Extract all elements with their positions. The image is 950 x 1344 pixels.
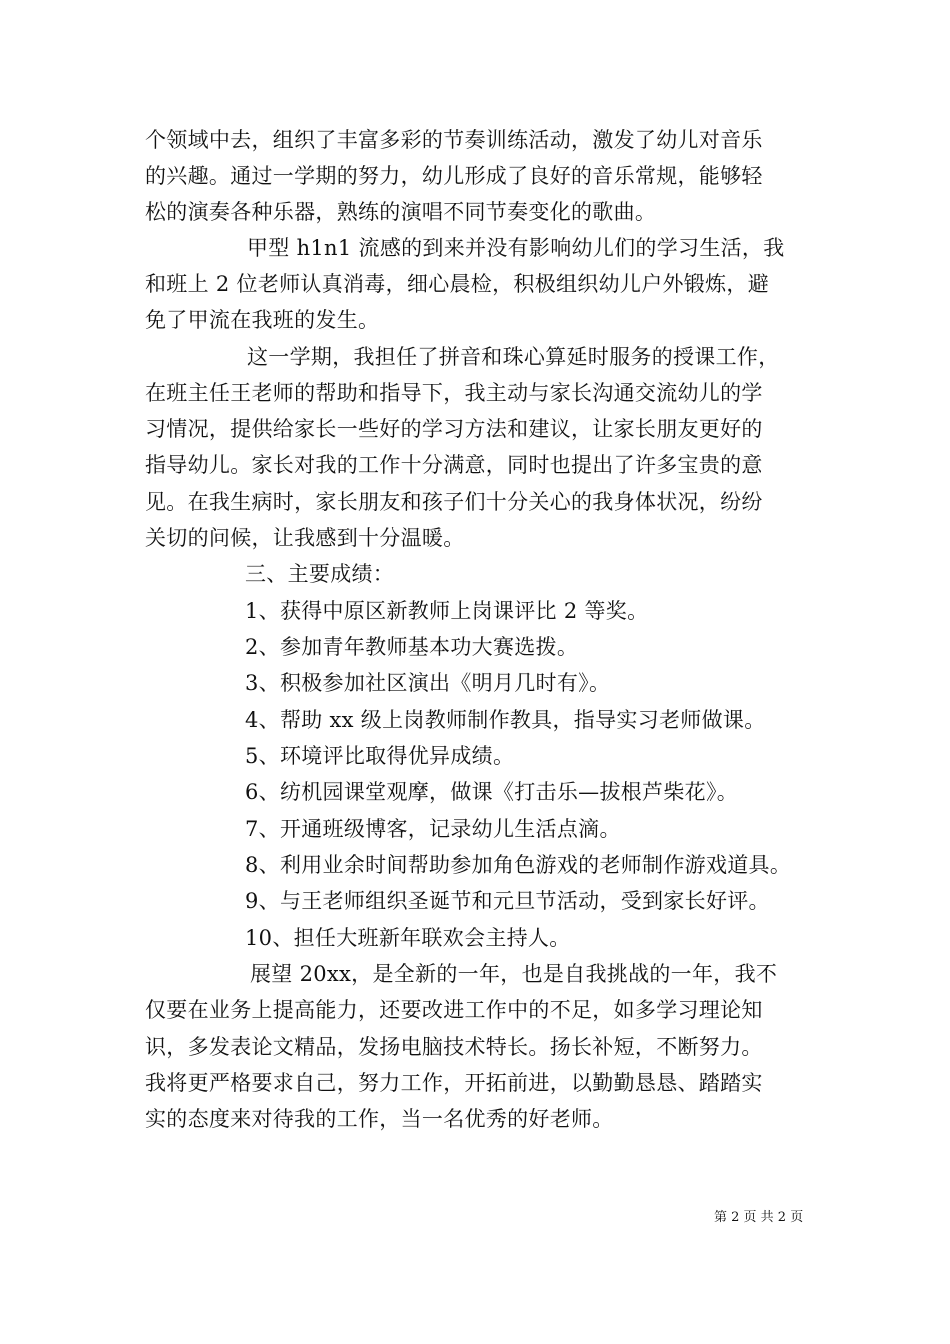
list-item: 4、帮助 xx 级上岗教师制作教具，指导实习老师做课。 <box>245 708 766 732</box>
list-item: 7、开通班级博客，记录幼儿生活点滴。 <box>245 817 621 841</box>
text-line: 仅要在业务上提高能力，还要改进工作中的不足，如多学习理论知 <box>145 998 763 1022</box>
list-item: 10、担任大班新年联欢会主持人。 <box>245 926 571 950</box>
list-item: 6、纺机园课堂观摩，做课《打击乐—拔根芦柴花》。 <box>245 780 739 804</box>
page-number: 第 2 页 共 2 页 <box>714 1210 804 1225</box>
list-item: 8、利用业余时间帮助参加角色游戏的老师制作游戏道具。 <box>245 853 792 877</box>
text-line: 免了甲流在我班的发生。 <box>145 308 380 332</box>
text-line: 的兴趣。通过一学期的努力，幼儿形成了良好的音乐常规，能够轻 <box>145 164 763 188</box>
text-line: 关切的问候，让我感到十分温暖。 <box>145 526 465 550</box>
text-line: 这一学期，我担任了拼音和珠心算延时服务的授课工作， <box>247 345 780 369</box>
list-item: 5、环境评比取得优异成绩。 <box>245 744 515 768</box>
text-line: 甲型 h1n1 流感的到来并没有影响幼儿们的学习生活，我 <box>247 236 785 260</box>
text-line: 指导幼儿。家长对我的工作十分满意，同时也提出了许多宝贵的意 <box>145 453 763 477</box>
text-line: 习情况，提供给家长一些好的学习方法和建议，让家长朋友更好的 <box>145 417 763 441</box>
list-item: 2、参加青年教师基本功大赛选拨。 <box>245 635 579 659</box>
section-heading: 三、主要成绩： <box>245 562 395 586</box>
text-line: 展望 20xx，是全新的一年，也是自我挑战的一年，我不 <box>250 962 778 986</box>
text-line: 和班上 2 位老师认真消毒，细心晨检，积极组织幼儿户外锻炼，避 <box>145 272 770 296</box>
text-line: 实的态度来对待我的工作，当一名优秀的好老师。 <box>145 1107 614 1131</box>
text-line: 见。在我生病时，家长朋友和孩子们十分关心的我身体状况，纷纷 <box>145 490 763 514</box>
text-line: 我将更严格要求自己，努力工作，开拓前进，以勤勤恳恳、踏踏实 <box>145 1071 763 1095</box>
text-line: 识，多发表论文精品，发扬电脑技术特长。扬长补短，不断努力。 <box>145 1035 763 1059</box>
text-line: 松的演奏各种乐器，熟练的演唱不同节奏变化的歌曲。 <box>145 200 657 224</box>
text-line: 在班主任王老师的帮助和指导下，我主动与家长沟通交流幼儿的学 <box>145 381 763 405</box>
list-item: 9、与王老师组织圣诞节和元旦节活动，受到家长好评。 <box>245 889 770 913</box>
list-item: 3、积极参加社区演出《明月几时有》。 <box>245 671 611 695</box>
list-item: 1、获得中原区新教师上岗课评比 2 等奖。 <box>245 599 649 623</box>
text-line: 个领域中去，组织了丰富多彩的节奏训练活动，激发了幼儿对音乐 <box>145 128 763 152</box>
